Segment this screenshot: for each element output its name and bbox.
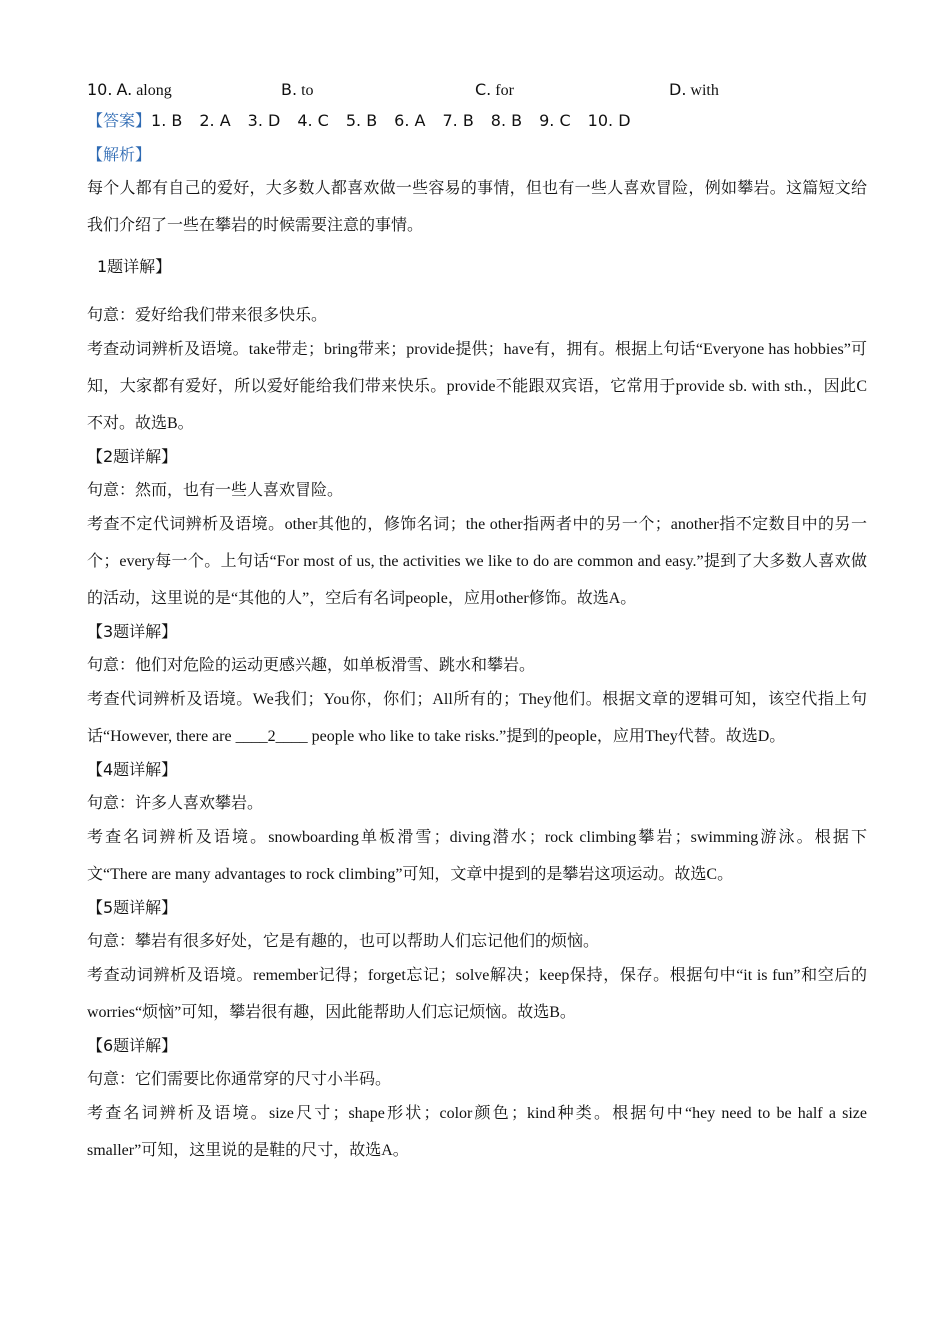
- analysis-heading: [87, 144, 867, 167]
- answer-item: 1. B: [151, 111, 183, 130]
- answer-item: 10. D: [587, 111, 631, 130]
- answer-line: [87, 110, 867, 136]
- option-a: [87, 80, 172, 100]
- detail-2-meaning: 句意：然而，也有一些人喜欢冒险。: [87, 482, 344, 499]
- detail-6-meaning: 句意：它们需要比你通常穿的尺寸小半码。: [87, 1071, 392, 1088]
- option-letter: A.: [116, 80, 133, 99]
- detail-5-heading: 【5题详解】: [87, 898, 178, 917]
- detail-2-explain: 考查不定代词辨析及语境。other其他的，修饰名词；the other指两者中的另一个；another指不定数目中的另一个；every每一个。上句话“For most of us, the activities we like to do are common and easy.”提到了大多数人喜欢做的活动，这里说的是“其他的人”，空后有名词people，应用other修饰。故选A。: [87, 516, 867, 607]
- option-letter: B.: [281, 80, 298, 99]
- option-text: with: [690, 82, 719, 99]
- detail-6-heading: 【6题详解】: [87, 1036, 178, 1055]
- detail-4-explain: 考查名词辨析及语境。snowboarding单板滑雪；diving潜水；rock climbing攀岩；swimming游泳。根据下文“There are many advantages to rock climbing”可知，文章中提到的是攀岩这项运动。故选C。: [87, 829, 867, 883]
- answer-item: 9. C: [539, 111, 571, 130]
- answer-item: 8. B: [490, 111, 523, 130]
- option-letter: D.: [669, 80, 687, 99]
- detail-5-explain: 考查动词辨析及语境。remember记得；forget忘记；solve解决；keep保持，保存。根据句中“it is fun”和空后的worries“烦恼”可知，攀岩很有趣，因此能帮助人们忘记烦恼。故选B。: [87, 967, 867, 1021]
- answer-item: 5. B: [345, 111, 378, 130]
- question-number: 10.: [87, 80, 113, 99]
- detail-6-explain: 考查名词辨析及语境。size尺寸；shape形状；color颜色；kind种类。根据句中“hey need to be half a size smaller”可知，这里说的是鞋的尺寸，故选A。: [87, 1105, 867, 1159]
- analysis-intro: 每个人都有自己的爱好，大多数人都喜欢做一些容易的事情，但也有一些人喜欢冒险，例如攀岩。这篇短文给我们介绍了一些在攀岩的时候需要注意的事情。: [87, 180, 867, 234]
- answer-item: 3. D: [247, 111, 281, 130]
- answer-item: 6. A: [394, 111, 426, 130]
- detail-4-heading: 【4题详解】: [87, 760, 178, 779]
- option-b: [281, 80, 314, 100]
- option-d: [669, 80, 719, 100]
- analysis-tag: 【解析】: [87, 145, 152, 164]
- option-text: along: [136, 82, 172, 99]
- question-10-options: [87, 76, 867, 104]
- document-page: [87, 76, 867, 1169]
- detail-1-explain: 考查动词辨析及语境。take带走；bring带来；provide提供；have有，拥有。根据上句话“Everyone has hobbies”可知，大家都有爱好，所以爱好能给我们带来快乐。provide不能跟双宾语，它常用于provide sb. with sth.，因此C不对。故选B。: [87, 341, 867, 432]
- option-c: [475, 80, 514, 100]
- detail-4-meaning: 句意：许多人喜欢攀岩。: [87, 795, 264, 812]
- option-text: to: [301, 82, 314, 99]
- detail-5-meaning: 句意：攀岩有很多好处，它是有趣的，也可以帮助人们忘记他们的烦恼。: [87, 933, 600, 950]
- answer-item: 4. C: [297, 111, 329, 130]
- answer-item: 2. A: [199, 111, 231, 130]
- option-text: for: [495, 82, 514, 99]
- option-letter: C.: [475, 80, 492, 99]
- detail-3-explain: 考查代词辨析及语境。We我们；You你，你们；All所有的；They他们。根据文章的逻辑可知，该空代指上句话“However, there are ____2____ people who like to take risks.”提到的people，应用They代替。故选D。: [87, 691, 867, 745]
- detail-1-meaning: 句意：爱好给我们带来很多快乐。: [87, 307, 328, 324]
- detail-2-heading: 【2题详解】: [87, 447, 178, 466]
- answer-tag: 【答案】: [87, 111, 152, 130]
- detail-1-heading: 1题详解】: [97, 257, 172, 276]
- detail-3-heading: 【3题详解】: [87, 622, 178, 641]
- detail-3-meaning: 句意：他们对危险的运动更感兴趣，如单板滑雪、跳水和攀岩。: [87, 657, 536, 674]
- answer-item: 7. B: [442, 111, 474, 130]
